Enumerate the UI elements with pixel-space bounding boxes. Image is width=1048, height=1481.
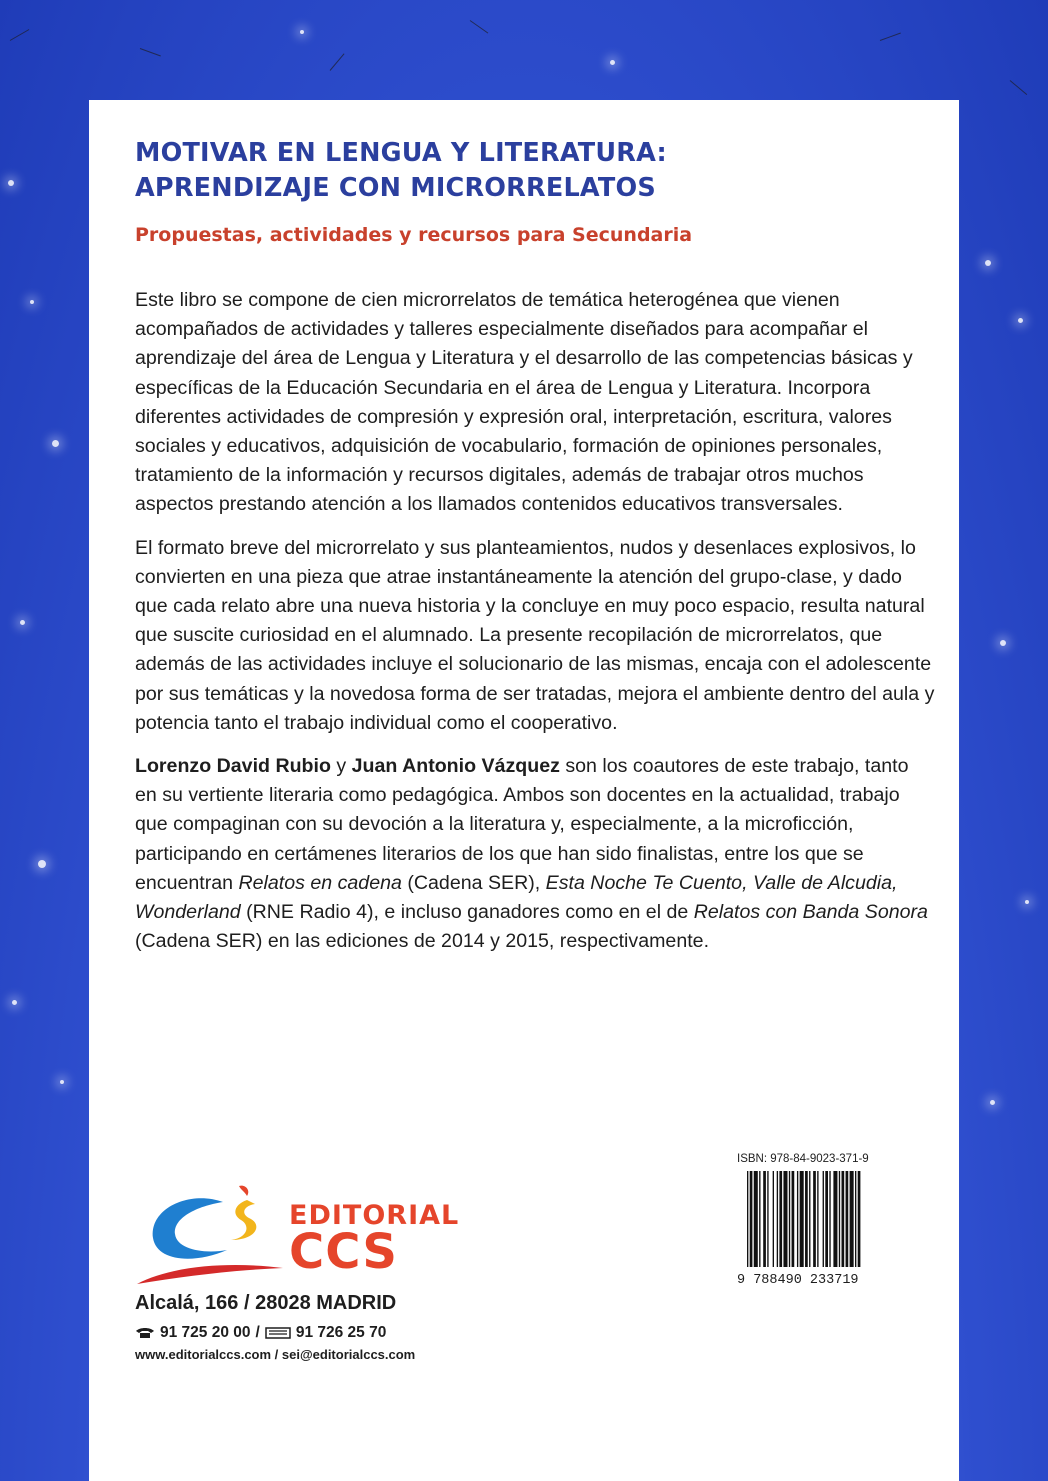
barcode-bar — [797, 1171, 798, 1267]
book-subtitle: Propuestas, actividades y recursos para Secundaria — [135, 224, 693, 246]
barcode-bar — [789, 1171, 790, 1267]
logo-yellow-swoosh — [231, 1200, 256, 1240]
publisher-address: Alcalá, 166 / 28028 MADRID — [135, 1292, 397, 1314]
sky-sparkle — [60, 1080, 64, 1084]
authors-text-3: (RNE Radio 4), e incluso ganadores como en el de — [240, 901, 694, 924]
telephone-icon — [135, 1327, 155, 1339]
isbn-label: ISBN: 978-84-9023-371-9 — [737, 1153, 869, 1165]
barcode-bar — [763, 1171, 766, 1267]
barcode-bar — [842, 1171, 845, 1267]
sky-sparkle — [12, 1000, 17, 1005]
barcode-bar — [855, 1171, 856, 1267]
publisher-logo — [135, 1180, 495, 1288]
barcode-bar — [779, 1171, 782, 1267]
barcode-bar — [750, 1171, 753, 1267]
back-cover-panel — [89, 100, 959, 1481]
dandelion-seed — [10, 29, 30, 41]
sky-sparkle — [1018, 318, 1023, 323]
barcode-bar — [825, 1171, 828, 1267]
dandelion-seed — [330, 53, 345, 70]
fax-number: 91 726 25 70 — [295, 1324, 387, 1341]
sky-sparkle — [8, 180, 14, 186]
sky-sparkle — [990, 1100, 995, 1105]
phone-number: 91 725 20 00 — [160, 1324, 251, 1341]
sky-sparkle — [52, 440, 59, 447]
book-title — [135, 136, 667, 206]
barcode-bar — [850, 1171, 854, 1267]
publisher-phones — [135, 1324, 386, 1342]
sky-sparkle — [300, 30, 304, 34]
barcode-bar — [823, 1171, 824, 1267]
book-title-line2: APRENDIZAJE CON MICRORRELATOS — [135, 173, 656, 203]
barcode-bar — [805, 1171, 808, 1267]
sky-sparkle — [30, 300, 34, 304]
barcode-bar — [777, 1171, 778, 1267]
logo-red-base — [137, 1265, 283, 1284]
sky-sparkle — [985, 260, 991, 266]
authors-text-2: (Cadena SER), — [401, 871, 546, 894]
synopsis — [135, 286, 935, 970]
dandelion-seed — [880, 33, 901, 41]
sky-sparkle — [20, 620, 25, 625]
sky-sparkle — [38, 860, 46, 868]
sky-sparkle — [1025, 900, 1029, 904]
barcode-bar — [817, 1171, 818, 1267]
barcode-bar — [773, 1171, 774, 1267]
dandelion-seed — [140, 48, 161, 56]
barcode-bar — [809, 1171, 810, 1267]
logo-word-editorial: EDITORIAL — [289, 1200, 460, 1231]
award-title-1: Relatos en cadena — [238, 871, 402, 894]
isbn-block — [737, 1153, 917, 1287]
barcode-bar — [813, 1171, 816, 1267]
barcode-bar — [858, 1171, 861, 1267]
barcode-bar — [759, 1171, 760, 1267]
barcode-bar — [839, 1171, 840, 1267]
award-title-2: Esta Noche Te Cuento, Valle de Alcudia, Wonderland — [135, 871, 898, 924]
barcode-bar — [767, 1171, 768, 1267]
sky-sparkle — [610, 60, 615, 65]
ccs-logo-mark — [135, 1180, 285, 1288]
dandelion-seed — [470, 20, 489, 33]
fax-icon — [265, 1327, 291, 1339]
barcode-digits: 9 788490 233719 — [737, 1273, 859, 1287]
dandelion-seed — [1010, 80, 1027, 95]
logo-blue-swoosh — [153, 1198, 227, 1258]
author-name-1: Lorenzo David Rubio — [135, 755, 331, 778]
barcode-bar — [747, 1171, 748, 1267]
synopsis-paragraph-1: Este libro se compone de cien microrrelatos de temática heterogénea que vienen acompañados de actividades y talleres especialmente diseñados para acompañar el aprendizaje del área de Lengua y Literatura y el desarrollo de las competencias básicas y específicas de la Educación Secundaria en el área de Lengua y Literatura. Incorpora diferentes actividades de compresión y expresión oral, interpretación, escritura, valores sociales y educativos, adquisición de vocabulario, formación de opiniones personales, tratamiento de la información y recursos digitales, además de trabajar otros muchos aspectos prestando atención a los llamados contenidos educativos transversales. — [135, 289, 913, 516]
isbn-barcode — [737, 1169, 915, 1287]
author-name-2: Juan Antonio Vázquez — [351, 755, 560, 778]
barcode-bar — [792, 1171, 795, 1267]
barcode-bar — [783, 1171, 787, 1267]
barcode-bar — [829, 1171, 830, 1267]
authors-conjunction: y — [330, 755, 352, 778]
sky-sparkle — [1000, 640, 1006, 646]
award-title-3: Relatos con Banda Sonora — [693, 901, 928, 924]
book-title-line1: MOTIVAR EN LENGUA Y LITERATURA: — [135, 138, 667, 168]
logo-word-ccs: CCS — [289, 1224, 398, 1280]
logo-red-accent — [239, 1186, 248, 1196]
synopsis-paragraph-2: El formato breve del microrrelato y sus planteamientos, nudos y desenlaces explosivos, lo convierten en una pieza que atrae instantáneamente la atención del grupo-clase, y dado que cada relato abre una nueva historia y la concluye en muy poco espacio, resulta natural que suscite curiosidad en el alumnado. La presente recopilación de microrrelatos, que además de las actividades incluye el solucionario de las mismas, encaja con el adolescente por sus temáticas y la novedosa forma de ser tratadas, mejora el ambiente dentro del aula y potencia tanto el trabajo individual como el cooperativo. — [135, 536, 935, 734]
barcode-bar — [833, 1171, 837, 1267]
barcode-bar — [800, 1171, 804, 1267]
authors-text-4: (Cadena SER) en las ediciones de 2014 y 2015, respectivamente. — [135, 930, 710, 953]
authors-text-1: son los coautores de este trabajo, tanto en su vertiente literaria como pedagógica. Ambos son docentes en la actualidad, trabajo que compaginan con su devoción a la literatura y, especialmente, a la microficción, participando en certámenes literarios de los que han sido finalistas, entre los que se encuentran — [135, 755, 909, 894]
authors-paragraph — [135, 752, 935, 956]
phone-separator: / — [255, 1324, 260, 1341]
barcode-bar — [846, 1171, 849, 1267]
publisher-web-email: www.editorialccs.com / sei@editorialccs.com — [135, 1347, 416, 1362]
barcode-bar — [754, 1171, 758, 1267]
